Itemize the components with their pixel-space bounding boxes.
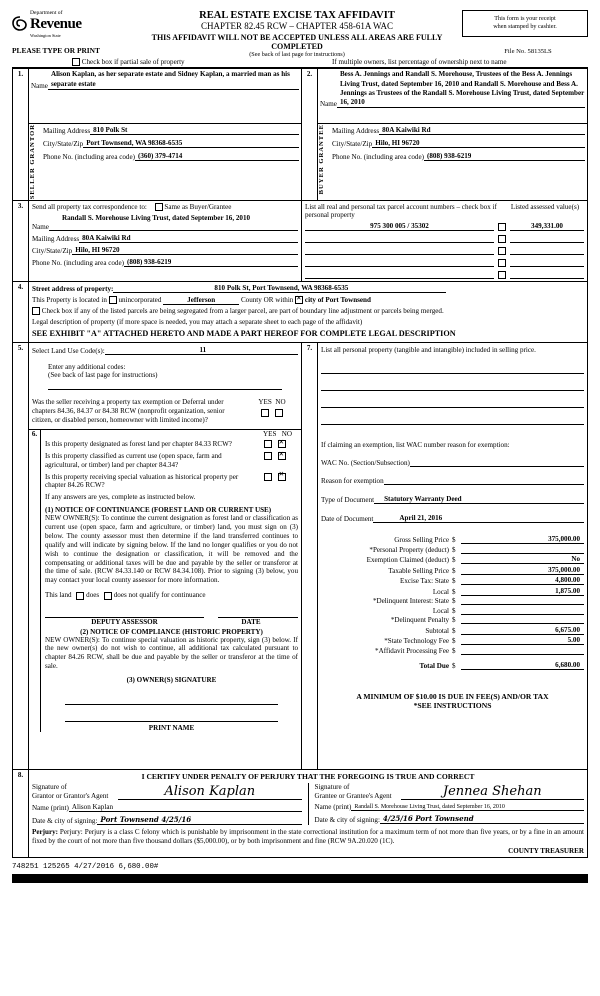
correspondence-cell — [29, 200, 302, 281]
landuse-label: Select Land Use Code(s): — [32, 347, 105, 356]
form-title: REAL ESTATE EXCISE TAX AFFIDAVIT — [199, 10, 395, 21]
certification-cell — [29, 770, 588, 858]
parcel-value[interactable] — [510, 278, 584, 279]
personal-property-line-4[interactable] — [321, 416, 584, 425]
amount-row — [321, 566, 584, 575]
amount-label: *State Technology Fee — [384, 637, 449, 646]
title-block — [132, 10, 462, 58]
left-column-cell — [29, 343, 302, 770]
grantor-name-print-value[interactable] — [69, 803, 302, 812]
personal-property-line-1[interactable] — [321, 365, 584, 374]
notice-compliance-title: (2) NOTICE OF COMPLIANCE (HISTORIC PROPERTY) — [80, 627, 263, 636]
buyer-name-value[interactable]: Bess A. Jennings and Randall S. Morehouse, Trustees of the Bess A. Jennings Living Trust, dated September 16, 2010 and Randall S. Morehouse and Bess A. Jennings as Trustees of the Randall S. Morehouse Living Trust, dated September 16, 2010 — [337, 70, 585, 108]
located-label: This Property is located in — [32, 295, 107, 304]
buyer-side-label: BUYER GRANTEE — [318, 124, 325, 195]
receipt-line-2: when stamped by cashier. — [493, 23, 557, 31]
amount-label: Gross Selling Price — [394, 536, 449, 545]
amount-value[interactable] — [461, 654, 584, 655]
buyer-name-label: Name — [320, 100, 337, 109]
section6-tail: If any answers are yes, complete as instructed below. — [45, 493, 196, 502]
amount-value[interactable]: 1,875.00 — [461, 587, 584, 596]
amount-row — [321, 555, 584, 564]
does-not-label: does not — [113, 591, 138, 600]
exemption-no-checkbox[interactable] — [275, 409, 283, 417]
seller-section-number: 1. — [13, 69, 29, 200]
parcel-rows — [305, 222, 584, 279]
amount-value[interactable]: 6,680.00 — [461, 661, 584, 670]
assessed-header: Listed assessed value(s) — [510, 202, 580, 211]
dollar-sign: $ — [452, 646, 456, 655]
currentuse-no-checkbox[interactable] — [278, 452, 286, 460]
dollar-sign: $ — [452, 637, 456, 646]
parcel-row — [305, 247, 584, 255]
amount-label: Local — [432, 606, 449, 615]
additional-codes-label: Enter any additional codes: — [48, 363, 126, 372]
amount-label: Total Due — [419, 661, 449, 670]
seller-phone-value[interactable]: (360) 379-4714 — [135, 152, 299, 161]
wac-number-label: WAC No. (Section/Subsection) — [321, 459, 410, 468]
certify-statement: I CERTIFY UNDER PENALTY OF PERJURY THAT THE FOREGOING IS TRUE AND CORRECT — [141, 772, 475, 782]
section6-number: 6. — [29, 430, 41, 732]
exemption-yes-checkbox[interactable] — [261, 409, 269, 417]
grantor-sig-label-1: Signature of — [32, 783, 67, 792]
historic-yes-checkbox[interactable] — [264, 473, 272, 481]
dollar-sign: $ — [452, 597, 456, 606]
grantor-name-print-text: Alison Kaplan — [71, 802, 114, 811]
parcel-value[interactable] — [510, 254, 584, 255]
parcel-row — [305, 271, 584, 279]
same-as-buyer-label: Same as Buyer/Grantee — [164, 202, 232, 211]
seller-city-label: City/State/Zip — [43, 140, 84, 149]
parties-table — [12, 68, 588, 858]
parcel-row — [305, 235, 584, 243]
file-number — [468, 48, 588, 55]
buyer-name-cell — [318, 69, 588, 124]
amount-row — [321, 576, 584, 585]
amount-row — [321, 535, 584, 544]
wac-number-value[interactable] — [410, 466, 584, 467]
amount-value[interactable]: 375,000.00 — [461, 535, 584, 544]
amount-value[interactable] — [461, 614, 584, 615]
amount-value[interactable]: 6,675.00 — [461, 626, 584, 635]
street-address-value[interactable]: 810 Polk St, Port Townsend, WA 98368-6535 — [113, 284, 446, 293]
deputy-assessor-label: DEPUTY ASSESSOR — [91, 617, 158, 626]
seller-name-label: Name — [31, 81, 48, 90]
dollar-sign: $ — [452, 545, 456, 554]
buyer-phone-value[interactable]: (808) 938-6219 — [424, 152, 585, 161]
does-qualify-checkbox[interactable] — [76, 592, 84, 600]
correspondence-city-label: City/State/Zip — [32, 246, 73, 255]
parcel-personal-checkbox[interactable] — [498, 247, 506, 255]
notice-continuance-body: NEW OWNER(S): To continue the current designation as forest land or classification as current use (open space, farm and agriculture, or timber) land, you must sign on (3) below. The county assessor must then determine if the land transferred continues to qualify and will indicate by signing below. If the land no longer qualifies or you do not wish to continue the designation or classification, it will be removed and the compensating or additional taxes will be due and payable by the seller or transferor at the time of sale. (RCW 84.33.140 or RCW 84.34.108). Prior to signing (3) below, you may contact your local county assessor for more information. — [45, 514, 298, 585]
dollar-sign: $ — [452, 661, 456, 670]
dollar-sign: $ — [452, 626, 456, 635]
historic-no-checkbox[interactable] — [278, 473, 286, 481]
amounts-list — [321, 535, 584, 670]
correspondence-mailing-value[interactable]: 80A Kaiwiki Rd — [79, 234, 298, 243]
this-land-label: This land — [45, 591, 72, 600]
parcel-number[interactable]: 975 300 005 / 35302 — [305, 222, 494, 231]
personal-property-line-3[interactable] — [321, 399, 584, 408]
type-document-label: Type of Document — [321, 496, 375, 505]
dollar-sign: $ — [452, 536, 456, 545]
amount-row — [321, 607, 584, 615]
grantee-sig-label-1: Signature of — [314, 783, 350, 792]
section8-number: 8. — [13, 770, 29, 858]
parcel-row — [305, 259, 584, 267]
forest-no-checkbox[interactable] — [278, 440, 286, 448]
parcel-personal-checkbox[interactable] — [498, 235, 506, 243]
treasurer-stamp: 748251 125265 4/27/2016 6,680.00# — [12, 863, 159, 872]
amount-label: *Delinquent Penalty — [390, 616, 449, 625]
minimum-line-1: A MINIMUM OF $10.00 IS DUE IN FEE(S) AND/OR TAX — [356, 691, 549, 701]
exemption-question: Was the seller receiving a property tax exemption or Deferral under chapters 84.36, 84.37 or 84.38 RCW (nonprofit organization, senior citizen, or disabled person, homeowner with limited income)? — [32, 398, 225, 425]
grantee-date-city-label: Date & city of signing: — [314, 815, 380, 824]
seller-city-value[interactable]: Port Townsend, WA 98368-6535 — [83, 139, 299, 148]
amount-row — [321, 597, 584, 605]
amount-label: *Personal Property (deduct) — [369, 545, 449, 554]
amount-label: *Affidavit Processing Fee — [375, 646, 449, 655]
city-of-label: city of Port Townsend — [304, 295, 371, 304]
dollar-sign: $ — [452, 577, 456, 586]
owner-signature-line[interactable] — [65, 704, 278, 705]
county-or-label: County OR within — [240, 295, 294, 304]
state-line: Washington State — [30, 33, 61, 38]
amount-label: *Delinquent Interest: State — [372, 597, 449, 606]
parcel-personal-checkbox[interactable] — [498, 223, 506, 231]
right-column-cell — [318, 343, 588, 770]
yes-label: YES — [258, 398, 272, 407]
buyer-mailing-value[interactable]: 80A Kaiwiki Rd — [379, 126, 585, 135]
dollar-sign: $ — [452, 616, 456, 625]
s6-no-label: NO — [281, 429, 292, 438]
grantee-signature-text: Jennea Shehan — [442, 783, 542, 799]
city-checkbox[interactable] — [295, 296, 303, 304]
notice-continuance-title: (1) NOTICE OF CONTINUANCE (FOREST LAND OR CURRENT USE) — [45, 506, 272, 515]
see-back-note: (See back of last page for instructions) — [249, 51, 345, 58]
date-document-label: Date of Document — [321, 515, 374, 524]
personal-property-label: List all personal property (tangible and intangible) included in selling price. — [321, 346, 536, 355]
does-not-qualify-checkbox[interactable] — [104, 592, 112, 600]
grantor-signature-block — [32, 783, 308, 824]
grantee-date-city-value[interactable]: 4/25/16 Port Townsend — [380, 814, 584, 824]
seller-mailing-label: Mailing Address — [43, 127, 91, 136]
grantee-signature-block — [308, 783, 585, 824]
same-as-buyer-checkbox[interactable] — [155, 203, 163, 211]
correspondence-instruction: Send all property tax correspondence to: — [32, 202, 147, 211]
file-no-value: 58135LS — [527, 48, 552, 55]
boundary-checkbox[interactable] — [32, 307, 40, 315]
s6-yes-label: YES — [263, 429, 277, 438]
grantor-sig-label-2: Grantor or Grantor's Agent — [32, 791, 109, 800]
seller-side-label: SELLER GRANTOR — [29, 124, 36, 200]
buyer-mailing-label: Mailing Address — [332, 127, 380, 136]
grantor-date-city-value[interactable]: Port Townsend 4/25/16 — [97, 815, 301, 825]
seller-address-cell — [29, 124, 302, 200]
street-address-label: Street address of property: — [32, 284, 114, 293]
print-name-label: PRINT NAME — [148, 723, 195, 732]
owner-printname-line[interactable] — [65, 721, 278, 722]
receipt-line-1: This form is your receipt — [494, 15, 556, 22]
currentuse-yes-checkbox[interactable] — [264, 452, 272, 460]
page-bottom-bar — [12, 874, 588, 883]
additional-codes-input[interactable] — [48, 381, 282, 390]
grantee-sig-label-2: Grantee or Grantee's Agent — [314, 791, 392, 800]
file-no-label: File No. — [504, 48, 526, 55]
historic-question: Is this property receiving special valuation as historical property per chapter 84.26 RCW? — [45, 472, 239, 490]
partial-sale-checkbox[interactable] — [72, 58, 80, 66]
partial-sale-label: Check box if partial sale of property — [81, 58, 185, 66]
seller-mailing-value[interactable]: 810 Polk St — [90, 126, 299, 135]
parcel-row — [305, 222, 584, 231]
does-label: does — [86, 591, 100, 600]
boundary-note: Check box if any of the listed parcels are being segregated from a larger parcel, are part of boundary line adjustment or parcels being merged. — [41, 307, 444, 316]
amount-row — [321, 626, 584, 635]
unincorporated-label: unincorporated — [118, 295, 162, 304]
county-treasurer-label: COUNTY TREASURER — [508, 847, 584, 856]
amount-label: Taxable Selling Price — [388, 566, 449, 575]
amount-value[interactable]: 375,000.00 — [461, 566, 584, 575]
exemption-wac-label: If claiming an exemption, list WAC number reason for exemption: — [321, 441, 510, 450]
amount-row — [321, 661, 584, 670]
correspondence-name-value[interactable]: Randall S. Morehouse Living Trust, dated September 16, 2010 — [62, 214, 251, 223]
dept-line: Department of — [30, 10, 63, 16]
parcel-value[interactable]: 349,331.00 — [510, 222, 584, 231]
legal-note: Legal description of property (if more space is needed, you may attach a separate sheet to each page of the affidavit) — [32, 318, 363, 327]
forest-yes-checkbox[interactable] — [264, 440, 272, 448]
dollar-sign: $ — [452, 556, 456, 565]
owner-signature-title: (3) OWNER(S) SIGNATURE — [126, 675, 217, 684]
type-document-value[interactable]: Statutory Warranty Deed — [374, 495, 584, 504]
parcel-value[interactable] — [510, 266, 584, 267]
dor-logo — [12, 10, 132, 38]
grantee-name-print-label: Name (print) — [314, 802, 352, 811]
legal-description: SEE EXHIBIT "A" ATTACHED HERETO AND MADE A PART HEREOF FOR COMPLETE LEGAL DESCRIPTION — [32, 329, 456, 339]
forest-land-question: Is this property designated as forest land per chapter 84.33 RCW? — [45, 439, 232, 448]
date-document-value[interactable]: April 21, 2016 — [373, 514, 584, 523]
correspondence-section-number: 3. — [13, 200, 29, 281]
grantor-name-print-label: Name (print) — [32, 803, 69, 812]
dollar-sign: $ — [452, 606, 456, 615]
seller-name-value[interactable]: Alison Kaplan, as her separate estate and Sidney Kaplan, a married man as his separate estate — [48, 70, 299, 89]
amount-row — [321, 636, 584, 645]
revenue-wordmark: Revenue — [30, 16, 82, 32]
parcel-number[interactable] — [305, 242, 494, 243]
notice-compliance-body: NEW OWNER(S): To continue special valuation as historic property, sign (3) below. If the new owner(s) do not wish to continue, all additional tax calculated pursuant to chapter 84.26 RCW, shall be due and payable by the seller or transferor at the time of sale. — [45, 635, 298, 671]
correspondence-name-label: Name — [32, 222, 49, 231]
buyer-city-label: City/State/Zip — [332, 140, 373, 149]
grantor-signature-text: Alison Kaplan — [164, 783, 256, 799]
amount-value[interactable] — [461, 553, 584, 554]
parcel-number[interactable] — [305, 254, 494, 255]
qualify-label: qualify for continuance — [139, 591, 206, 600]
amount-value[interactable]: No — [461, 555, 584, 564]
correspondence-phone-value[interactable]: (808) 938-6219 — [124, 258, 298, 267]
form-chapter: CHAPTER 82.45 RCW – CHAPTER 458-61A WAC — [201, 21, 393, 31]
parcel-number[interactable] — [305, 266, 494, 267]
multiple-owners-label: If multiple owners, list percentage of ownership next to name — [332, 58, 507, 66]
seller-phone-label: Phone No. (including area code) — [43, 153, 135, 162]
buyer-address-cell — [318, 124, 588, 200]
address-section-number: 4. — [13, 281, 29, 343]
correspondence-phone-label: Phone No. (including area code) — [32, 258, 124, 267]
parcel-number[interactable] — [305, 278, 494, 279]
buyer-city-value[interactable]: Hilo, HI 96720 — [372, 139, 585, 148]
amount-value[interactable]: 4,800.00 — [461, 576, 584, 585]
parcel-personal-checkbox[interactable] — [498, 271, 506, 279]
amount-row — [321, 616, 584, 624]
property-address-cell — [29, 281, 588, 343]
amount-row — [321, 587, 584, 596]
deputy-date-label: DATE — [241, 617, 261, 626]
buyer-phone-label: Phone No. (including area code) — [332, 153, 424, 162]
amount-row — [321, 647, 584, 655]
perjury-note: Perjury: Perjury: Perjury is a class C felony which is punishable by imprisonment in the state correctional institution for a maximum term of not more than five years, or by a fine in an amount fixed by the court of not more than five thousand dollars ($5,000.00), or by both imprisonment and fine (RCW 9A.20.020 (1C). — [32, 827, 584, 845]
grantee-signature[interactable] — [401, 784, 585, 800]
landuse-section-number: 5. — [13, 343, 29, 770]
correspondence-mailing-label: Mailing Address — [32, 234, 80, 243]
seller-name-cell — [29, 69, 302, 124]
reason-exemption-value[interactable] — [384, 484, 584, 485]
form-warning: THIS AFFIDAVIT WILL NOT BE ACCEPTED UNLESS ALL AREAS ARE FULLY COMPLETED — [151, 33, 443, 51]
parcel-header: List all real and personal tax parcel account numbers – check box if personal property — [305, 202, 497, 220]
amount-value[interactable] — [461, 623, 584, 624]
minimum-line-2: *SEE INSTRUCTIONS — [413, 700, 492, 710]
section7-number: 7. — [302, 343, 318, 770]
amount-row — [321, 546, 584, 554]
county-value[interactable]: Jefferson — [163, 296, 239, 305]
amount-label: Excise Tax: State — [399, 577, 449, 586]
unincorporated-checkbox[interactable] — [109, 296, 117, 304]
parcel-list-cell — [302, 200, 588, 281]
current-use-question: Is this property classified as current use (open space, farm and agricultural, or timber) land per chapter 84.34? — [45, 451, 222, 469]
parcel-personal-checkbox[interactable] — [498, 259, 506, 267]
parcel-value[interactable] — [510, 242, 584, 243]
revenue-swirl-icon — [12, 16, 28, 32]
dollar-sign: $ — [452, 566, 456, 575]
personal-property-line-2[interactable] — [321, 382, 584, 391]
amount-label: Subtotal — [425, 626, 449, 635]
dollar-sign: $ — [452, 587, 456, 596]
grantor-date-city-label: Date & city of signing: — [32, 816, 98, 825]
landuse-see-back: (See back of last page for instructions) — [48, 371, 158, 380]
amount-value[interactable]: 5.00 — [461, 636, 584, 645]
receipt-box — [462, 10, 588, 37]
grantee-name-print-value[interactable]: Randall S. Morehouse Living Trust, dated September 16, 2010 — [351, 804, 584, 811]
reason-exemption-label: Reason for exemption — [321, 477, 384, 486]
amount-value[interactable] — [461, 604, 584, 605]
correspondence-city-value[interactable]: Hilo, HI 96720 — [72, 246, 298, 255]
perjury-text: Perjury: Perjury is a class C felony which is punishable by imprisonment in the state correctional institution for a maximum term of not more than five years, or by a fine in an amount fixed by the court of not more than five thousand dollars ($5,000.00), or by both imprisonment and fine (RCW 9A.20.020 (1C). — [32, 827, 584, 845]
partial-sale-row — [12, 58, 328, 66]
landuse-value[interactable]: 11 — [105, 346, 298, 355]
grantor-signature[interactable] — [118, 784, 302, 800]
no-label: NO — [275, 398, 286, 407]
please-type-label: PLEASE TYPE OR PRINT — [12, 46, 100, 55]
amount-label: Local — [432, 587, 449, 596]
buyer-section-number: 2. — [302, 69, 318, 200]
amount-label: Exemption Claimed (deduct) — [366, 556, 449, 565]
